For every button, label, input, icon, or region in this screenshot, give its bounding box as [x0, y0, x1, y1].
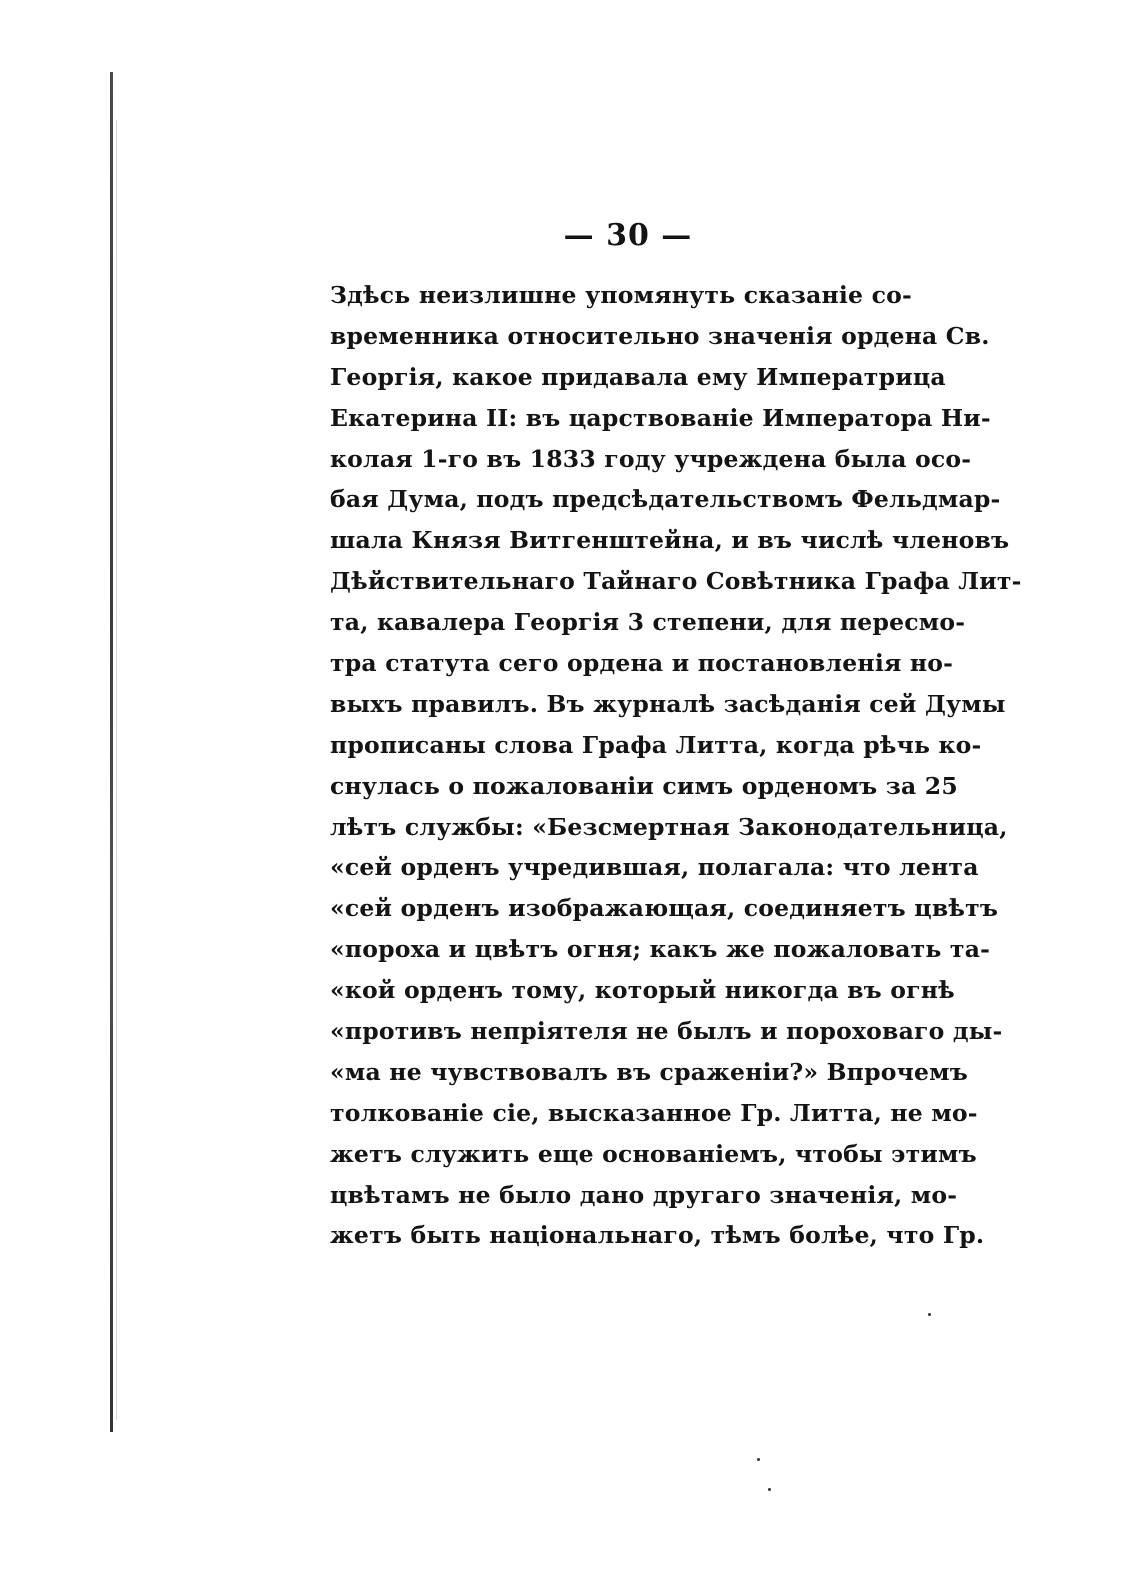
scan-speck [768, 1488, 771, 1491]
text-line: толкованіе сіе, высказанное Гр. Литта, не мо- [330, 1098, 978, 1127]
text-line: «пороха и цвѣтъ огня; какъ же пожаловать та- [330, 935, 991, 964]
text-line: Георгія, какое придавала ему Императрица [330, 362, 946, 391]
body-text [330, 275, 1022, 1256]
text-line: жетъ служить еще основаніемъ, чтобы этимъ [330, 1139, 977, 1168]
binding-edge-shadow [116, 120, 117, 1420]
text-line: Дѣйствительнаго Тайнаго Совѣтника Графа Лит- [330, 567, 1022, 596]
text-line: «кой орденъ тому, который никогда въ огнѣ [330, 976, 955, 1005]
text-line: выхъ правилъ. Въ журналѣ засѣданія сей Думы [330, 689, 1006, 718]
page-number: — 30 — [563, 218, 693, 253]
text-line: шала Князя Витгенштейна, и въ числѣ членовъ [330, 526, 1010, 555]
text-line: тра статута сего ордена и постановленія но- [330, 649, 954, 678]
text-line: лѣтъ службы: «Безсмертная Законодательница, [330, 812, 1008, 841]
text-line: бая Дума, подъ предсѣдательствомъ Фельдмар- [330, 485, 1001, 514]
text-line: «ма не чувствовалъ въ сраженіи?» Впрочемъ [330, 1057, 968, 1086]
scan-speck [757, 1458, 760, 1461]
scan-speck [928, 1313, 931, 1316]
text-line: цвѣтамъ не было дано другаго значенія, мо- [330, 1180, 958, 1209]
binding-edge [110, 72, 113, 1432]
text-line: «сей орденъ учредившая, полагала: что лента [330, 853, 979, 882]
text-line last: жетъ быть національнаго, тѣмъ болѣе, что Гр. [330, 1221, 985, 1250]
text-line: Екатерина II: въ царствованіе Императора Ни- [330, 403, 991, 432]
text-line: колая 1-го въ 1833 году учреждена была осо- [330, 444, 972, 473]
text-line: прописаны слова Графа Литта, когда рѣчь ко- [330, 730, 982, 759]
text-line: «сей орденъ изображающая, соединяетъ цвѣтъ [330, 894, 999, 923]
text-line: «противъ непріятеля не былъ и пороховаго ды- [330, 1017, 1003, 1046]
text-line: Здѣсь неизлишне упомянуть сказаніе со- [330, 281, 912, 309]
text-line: та, кавалера Георгія 3 степени, для пересмо- [330, 608, 966, 637]
text-line: временника относительно значенія ордена Св. [330, 321, 990, 350]
text-line: снулась о пожалованіи симъ орденомъ за 25 [330, 771, 958, 800]
